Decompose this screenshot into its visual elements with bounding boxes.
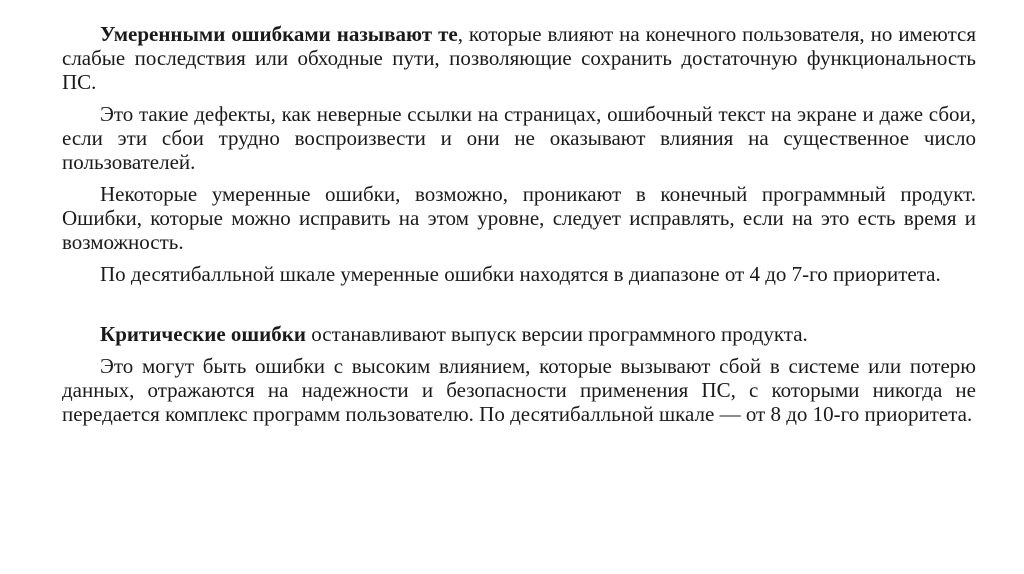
paragraph-critical-details: Это могут быть ошибки с высоким влиянием, которые вызывают сбой в системе или потерю данных, отражаются на надежности и безопасности применения ПС, с которыми никогда не передается комплекс программ пользователю. По десятибалльной шкале — от 8 до 10-го приоритета. <box>62 354 976 426</box>
term-critical-errors: Критические ошибки <box>100 322 306 346</box>
paragraph-moderate-examples: Это такие дефекты, как неверные ссылки на страницах, ошибочный текст на экране и даже сбои, если эти сбои трудно воспроизвести и они не оказывают влияния на существенное число пользователей. <box>62 102 976 174</box>
paragraph-moderate-definition <box>62 22 976 94</box>
section-spacer <box>62 294 976 322</box>
paragraph-critical-definition <box>62 322 976 346</box>
paragraph-moderate-priority: По десятибалльной шкале умеренные ошибки находятся в диапазоне от 4 до 7-го приоритета. <box>100 262 941 286</box>
term-moderate-errors: Умеренными ошибками называют те <box>100 22 458 46</box>
moderate-definition-text: , которые влияют на конечного пользователя, но имеются слабые последствия или обходные пути, позволяющие сохранить достаточную функциональность ПС. <box>62 22 976 94</box>
section-moderate-errors <box>62 22 976 286</box>
section-critical-errors <box>62 322 976 426</box>
critical-definition-text: останавливают выпуск версии программного продукта. <box>305 322 808 346</box>
paragraph-moderate-release: Некоторые умеренные ошибки, возможно, проникают в конечный программный продукт. Ошибки, которые можно исправить на этом уровне, следует исправлять, если на это есть время и возможность. <box>62 182 976 254</box>
